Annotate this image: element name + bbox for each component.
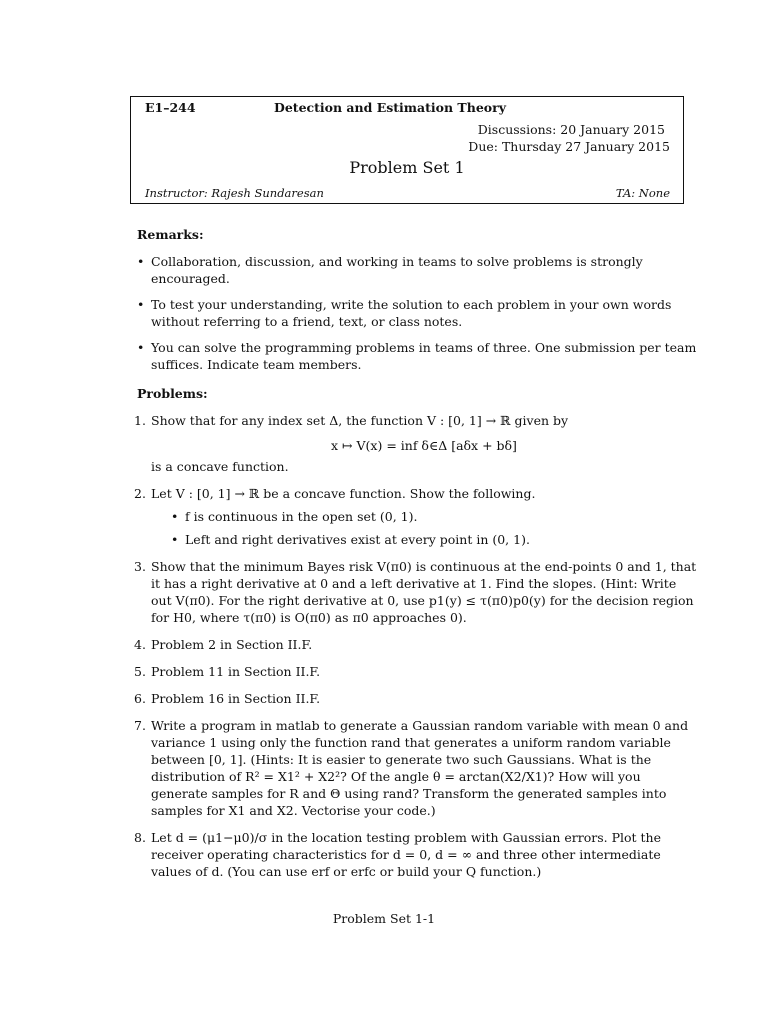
problem-number: 1. [134,413,146,428]
problem-text: Show that the minimum Bayes risk V(π0) is continuous at the end-points 0 and 1, that it has a right derivative at 0 and a left derivative at 1. Find the slopes. (Hint: Write out V(π0). For the right derivative at 0, use p1(y) ≤ τ(π0)p0(y) for the decision region for H0, where τ(π0) is O(π0) as π0 approaches 0). [151,559,697,625]
problem-text: is a concave function. [151,459,289,474]
remark-item [137,339,697,373]
page-footer: Problem Set 1-1 [332,911,436,926]
problem-text: Problem 11 in Section II.F. [151,664,321,679]
remark-item [137,253,697,287]
problem-item [134,690,697,707]
bullet-icon: • [137,254,145,269]
problem-number: 8. [134,830,146,845]
sub-item [151,531,697,548]
sub-item-text: Left and right derivatives exist at every point in (0, 1). [185,532,530,547]
problem-item [134,636,697,653]
problem-text: Problem 16 in Section II.F. [151,691,321,706]
discussions-date: Discussions: 20 January 2015 [477,122,665,137]
teaching-assistant: TA: None [615,186,670,200]
remark-text: Collaboration, discussion, and working in teams to solve problems is strongly encouraged. [151,254,643,286]
problem-number: 3. [134,559,146,574]
bullet-icon: • [137,340,145,355]
due-date: Due: Thursday 27 January 2015 [468,139,670,154]
problem-text: Let d = (μ1−μ0)/σ in the location testing problem with Gaussian errors. Plot the receiver operating characteristics for d = 0, d = ∞ and three other intermediate values of d. (You can use erf or erfc or build your Q function.) [151,830,661,879]
problem-number: 6. [134,691,146,706]
remark-text: To test your understanding, write the solution to each problem in your own words without referring to a friend, text, or class notes. [151,297,672,329]
course-title: Detection and Estimation Theory [274,100,506,115]
problem-number: 2. [134,486,146,501]
problem-text: Let V : [0, 1] → ℝ be a concave function. Show the following. [151,486,536,501]
problem-item [134,829,697,880]
remark-item [137,296,697,330]
remarks-heading: Remarks: [137,227,204,242]
sub-item [151,508,697,525]
problem-item [134,717,697,819]
problem-text: Write a program in matlab to generate a Gaussian random variable with mean 0 and variance 1 using only the function rand that generates a uniform random variable between [0, 1]. (Hints: It is easier to generate two such Gaussians. What is the distribution of R² = X1² + X2²? Of the angle θ = arctan(X2/X1)? How will you generate samples for R and Θ using rand? Transform the generated samples into samples for X1 and X2. Vectorise your code.) [151,718,689,818]
problem-number: 7. [134,718,146,733]
content [134,226,697,890]
problem-text: Problem 2 in Section II.F. [151,637,313,652]
problem-number: 4. [134,637,146,652]
instructor: Instructor: Rajesh Sundaresan [145,186,324,200]
remark-text: You can solve the programming problems in teams of three. One submission per team suffices. Indicate team members. [151,340,697,372]
problem-item [134,485,697,548]
sub-item-text: f is continuous in the open set (0, 1). [185,509,418,524]
problem-item [134,412,697,475]
problem-number: 5. [134,664,146,679]
bullet-icon: • [137,297,145,312]
problem-text: Show that for any index set Δ, the function V : [0, 1] → ℝ given by [151,413,569,428]
equation: x ↦ V(x) = inf δ∈Δ [aδx + bδ] [331,438,517,453]
problem-item [134,558,697,626]
course-code: E1–244 [145,100,196,115]
header-box [130,96,684,204]
problem-item [134,663,697,680]
problem-set-title: Problem Set 1 [349,158,465,177]
bullet-icon: • [171,532,179,547]
problems-heading: Problems: [137,386,208,401]
bullet-icon: • [171,509,179,524]
